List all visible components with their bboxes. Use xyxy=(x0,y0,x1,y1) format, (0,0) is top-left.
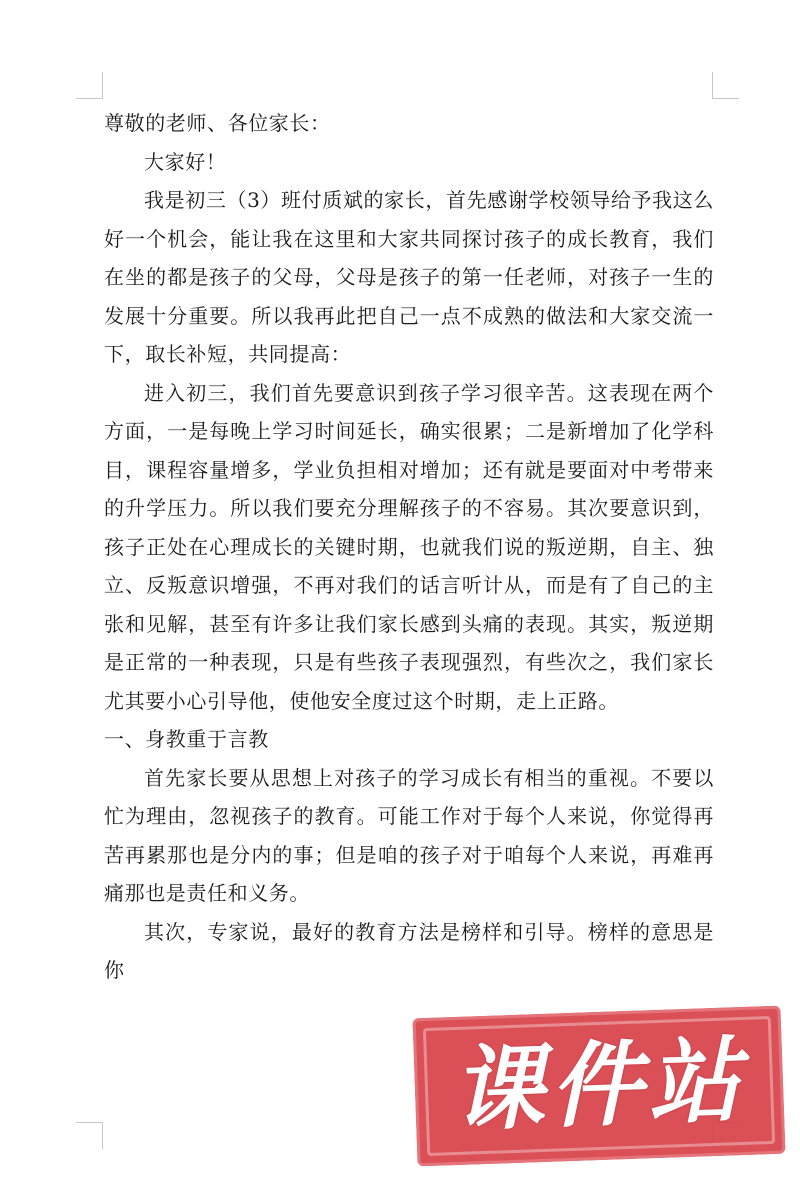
crop-mark-bottom-left xyxy=(76,1122,103,1149)
salutation: 尊敬的老师、各位家长： xyxy=(104,111,331,135)
paragraph-section-2: 其次，专家说，最好的教育方法是榜样和引导。榜样的意思是你 xyxy=(104,919,714,982)
document-body xyxy=(104,104,714,990)
watermark-stamp xyxy=(413,1006,786,1167)
paragraph-grade-three: 进入初三，我们首先要意识到孩子学习很辛苦。这表现在两个方面，一是每晚上学习时间延长，确实很累；二是新增加了化学科目，课程容量增多，学业负担相对增加；还有就是要面对中考带来的升学压力。所以我们要充分理解孩子的不容易。其次要意识到，孩子正处在心理成长的关键时期，也就我们说的叛逆期，自主、独立、反叛意识增强，不再对我们的话言听计从，而是有了自己的主张和见解，甚至有许多让我们家长感到头痛的表现。其实，叛逆期是正常的一种表现，只是有些孩子表现强烈，有些次之，我们家长尤其要小心引导他，使他安全度过这个时期，走上正路。 xyxy=(104,380,714,713)
section-heading: 一、身教重于言教 xyxy=(104,727,269,751)
greeting: 大家好！ xyxy=(144,149,227,174)
crop-mark-top-left xyxy=(76,72,103,99)
watermark-text: 课件站 xyxy=(450,1026,748,1145)
crop-mark-top-right xyxy=(712,72,739,99)
paragraph-section-1: 首先家长要从思想上对孩子的学习成长有相当的重视。不要以忙为理由，忽视孩子的教育。可能工作对于每个人来说，你觉得再苦再累那也是分内的事；但是咱的孩子对于咱每个人来说，再难再痛那也是责任和义务。 xyxy=(104,765,714,905)
paragraph-intro: 我是初三（3）班付质斌的家长，首先感谢学校领导给予我这么好一个机会，能让我在这里和大家共同探讨孩子的成长教育，我们在坐的都是孩子的父母，父母是孩子的第一任老师，对孩子一生的发展十分重要。所以我再此把自己一点不成熟的做法和大家交流一下，取长补短，共同提高： xyxy=(104,188,714,366)
